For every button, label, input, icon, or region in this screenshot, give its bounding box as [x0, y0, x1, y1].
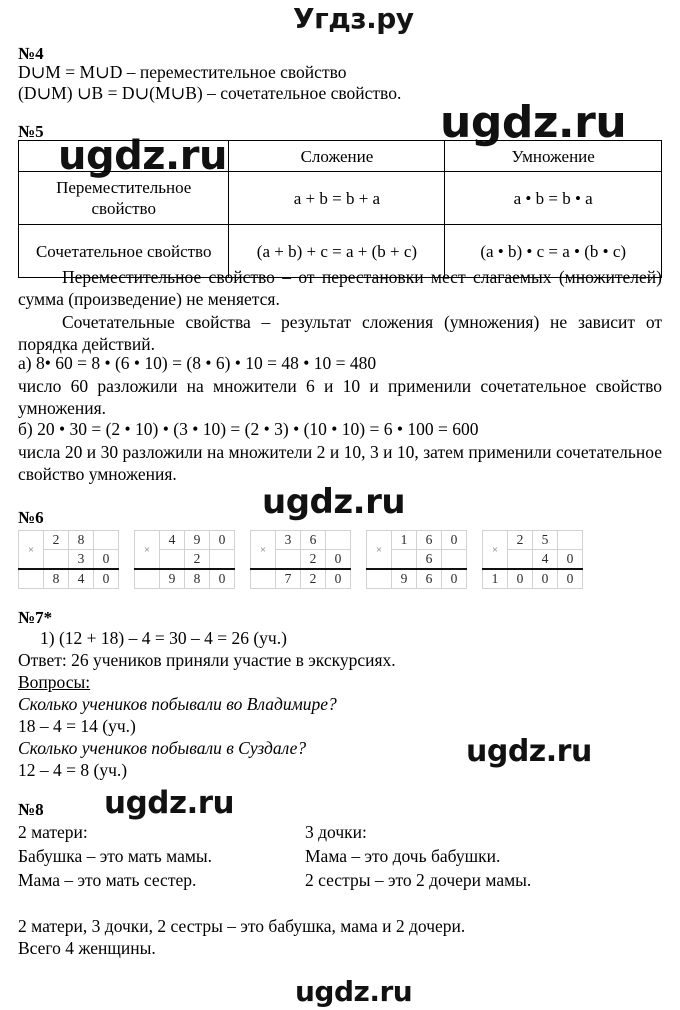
grid-cell	[210, 550, 235, 570]
watermark-d: ugdz.ru	[466, 734, 592, 769]
watermark-a: ugdz.ru	[440, 97, 627, 148]
task-8-conclusion-2: Всего 4 женщины.	[18, 938, 156, 958]
grid-cell: 9	[160, 569, 185, 589]
grid-cell	[251, 569, 276, 589]
grid-cell	[44, 550, 69, 570]
grid-cell: 3	[69, 550, 94, 570]
grid-cell: 0	[326, 550, 351, 570]
grid-cell: 2	[44, 531, 69, 550]
multiplication-grid	[18, 530, 119, 589]
task-8-left-title: 2 матери:	[18, 822, 88, 842]
task-5-explanation-a: число 60 разложили на множители 6 и 10 и применили сочетательное свойство умножения.	[18, 376, 662, 418]
grid-cell	[392, 550, 417, 570]
grid-cell	[367, 569, 392, 589]
table-header-addition: Сложение	[229, 141, 445, 172]
table-row	[19, 172, 662, 225]
watermark-top: Угдз.ру	[293, 2, 414, 35]
grid-row-result	[367, 569, 467, 589]
table-header-row	[19, 141, 662, 172]
table-cell-addition: a + b = b + a	[229, 172, 445, 225]
table-cell-addition: (a + b) + c = a + (b + c)	[229, 225, 445, 278]
grid-cell	[160, 550, 185, 570]
table-header-multiplication: Умножение	[445, 141, 662, 172]
grid-cell: 0	[533, 569, 558, 589]
task-7-answer-2: 12 – 4 = 8 (уч.)	[18, 760, 128, 780]
grid-cell	[135, 569, 160, 589]
grid-row-result	[251, 569, 351, 589]
grid-cell: 8	[44, 569, 69, 589]
task-7-heading: №7*	[18, 608, 53, 627]
watermark-e: ugdz.ru	[104, 785, 235, 821]
grid-cell: 0	[94, 550, 119, 570]
task-7-answer-1: 18 – 4 = 14 (уч.)	[18, 716, 136, 736]
watermark-bottom: ugdz.ru	[295, 975, 413, 1008]
grid-cell: 1	[392, 531, 417, 550]
multiplication-grid	[482, 530, 583, 589]
grid-cell: 8	[69, 531, 94, 550]
grid-cell: 6	[301, 531, 326, 550]
task-5-example-b: б) 20 • 30 = (2 • 10) • (3 • 10) = (2 • 3) • (10 • 10) = 6 • 100 = 600	[18, 419, 479, 439]
grid-cell: 6	[417, 550, 442, 570]
grid-row-top	[135, 531, 235, 550]
multiply-sign-icon: ×	[483, 531, 508, 570]
table-cell-multiplication: a • b = b • a	[445, 172, 662, 225]
grid-row-result	[483, 569, 583, 589]
grid-row-top	[367, 531, 467, 550]
grid-row-top	[19, 531, 119, 550]
table-cell-label: Переместительное свойство	[19, 172, 229, 225]
task-7-question-1: Сколько учеников побывали во Владимире?	[18, 694, 337, 714]
grid-cell: 2	[185, 550, 210, 570]
grid-cell	[94, 531, 119, 550]
grid-cell: 0	[94, 569, 119, 589]
task-6-grid-group	[18, 530, 668, 590]
grid-cell	[276, 550, 301, 570]
grid-cell: 6	[417, 531, 442, 550]
grid-cell: 1	[483, 569, 508, 589]
task-8-right-title: 3 дочки:	[305, 822, 367, 842]
grid-cell: 3	[276, 531, 301, 550]
grid-cell	[558, 531, 583, 550]
grid-cell: 0	[210, 569, 235, 589]
multiply-sign-icon: ×	[135, 531, 160, 570]
task-5-paragraph-1: Переместительное свойство – от перестановки мест слагаемых (множителей) сумма (произведение) не меняется.	[18, 267, 662, 309]
task-5-example-a: а) 8• 60 = 8 • (6 • 10) = (8 • 6) • 10 = 48 • 10 = 480	[18, 353, 377, 373]
grid-cell: 6	[417, 569, 442, 589]
task-4-heading: №4	[18, 44, 44, 63]
grid-cell: 4	[69, 569, 94, 589]
grid-cell: 2	[508, 531, 533, 550]
grid-cell: 0	[326, 569, 351, 589]
grid-cell: 9	[185, 531, 210, 550]
grid-row-result	[19, 569, 119, 589]
grid-row-top	[251, 531, 351, 550]
grid-cell: 2	[301, 569, 326, 589]
task-8-right-line-2: 2 сестры – это 2 дочери мамы.	[305, 870, 532, 890]
task-5-explanation-b: числа 20 и 30 разложили на множители 2 и 10, 3 и 10, затем применили сочетательное свойство умножения.	[18, 442, 662, 484]
grid-cell: 9	[392, 569, 417, 589]
table-cell-multiplication: (a • b) • c = a • (b • c)	[445, 225, 662, 278]
task-8-right-line-1: Мама – это дочь бабушки.	[305, 846, 501, 866]
task-8-heading: №8	[18, 800, 44, 819]
grid-row-top	[483, 531, 583, 550]
watermark-c: ugdz.ru	[262, 482, 406, 522]
task-8-left-line-2: Мама – это мать сестер.	[18, 870, 197, 890]
grid-cell: 0	[210, 531, 235, 550]
grid-cell	[326, 531, 351, 550]
grid-cell: 0	[442, 531, 467, 550]
task-4-line-2: (D∪M) ∪B = D∪(M∪B) – сочетательное свойство.	[18, 83, 402, 103]
grid-cell: 0	[442, 569, 467, 589]
task-7-solution: 1) (12 + 18) – 4 = 30 – 4 = 26 (уч.)	[40, 628, 287, 648]
grid-cell: 0	[508, 569, 533, 589]
task-5-paragraph-2: Сочетательные свойства – результат сложения (умножения) не зависит от порядка действий.	[18, 312, 662, 354]
grid-cell	[508, 550, 533, 570]
task-5-heading: №5	[18, 122, 44, 141]
multiply-sign-icon: ×	[367, 531, 392, 570]
table-header-blank	[19, 141, 229, 172]
grid-cell: 4	[533, 550, 558, 570]
multiplication-grid	[250, 530, 351, 589]
multiply-sign-icon: ×	[19, 531, 44, 570]
watermark-b: ugdz.ru	[58, 133, 227, 179]
table-row	[19, 225, 662, 278]
properties-table	[18, 140, 662, 278]
grid-cell: 5	[533, 531, 558, 550]
grid-cell: 7	[276, 569, 301, 589]
task-8-left-line-1: Бабушка – это мать мамы.	[18, 846, 213, 866]
grid-cell: 8	[185, 569, 210, 589]
task-8-conclusion-1: 2 матери, 3 дочки, 2 сестры – это бабушка, мама и 2 дочери.	[18, 916, 466, 936]
task-7-questions-label: Вопросы:	[18, 672, 91, 692]
grid-cell: 4	[160, 531, 185, 550]
multiply-sign-icon: ×	[251, 531, 276, 570]
grid-cell: 2	[301, 550, 326, 570]
multiplication-grid	[134, 530, 235, 589]
grid-row-result	[135, 569, 235, 589]
task-7-question-2: Сколько учеников побывали в Суздале?	[18, 738, 307, 758]
task-6-heading: №6	[18, 508, 44, 527]
grid-cell	[442, 550, 467, 570]
multiplication-grid	[366, 530, 467, 589]
grid-cell: 0	[558, 550, 583, 570]
task-7-answer: Ответ: 26 учеников приняли участие в экскурсиях.	[18, 650, 396, 670]
grid-cell: 0	[558, 569, 583, 589]
task-4-line-1: D∪M = M∪D – переместительное свойство	[18, 62, 347, 82]
grid-cell	[19, 569, 44, 589]
table-cell-label: Сочетательное свойство	[19, 225, 229, 278]
